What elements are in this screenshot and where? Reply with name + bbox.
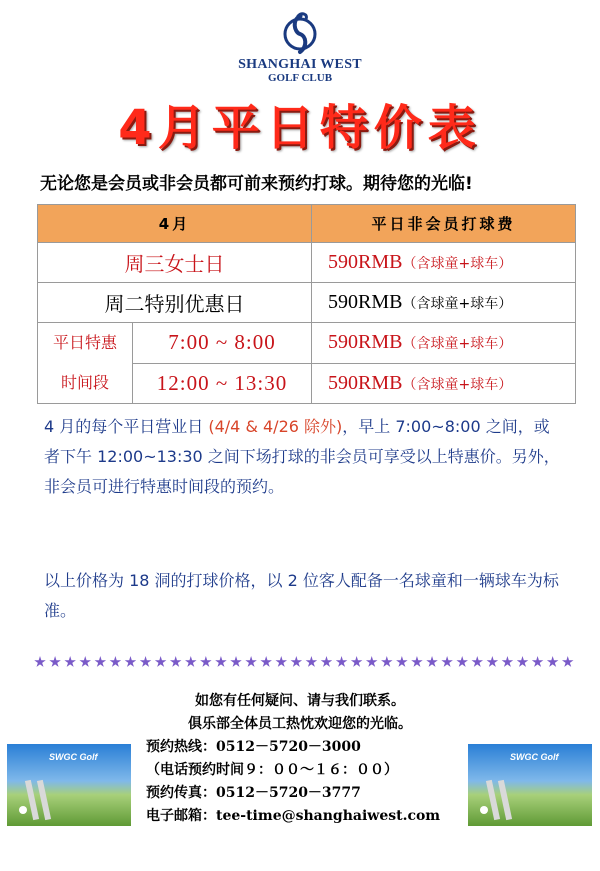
special-label-line2: 时间段 — [60, 373, 109, 392]
star-icon — [517, 656, 529, 668]
star-icon — [320, 656, 332, 668]
table-row — [38, 243, 576, 283]
swan-emblem-icon — [278, 10, 322, 56]
booking-hours: （电话预约时间９：００～１６：００） — [146, 762, 398, 778]
table-row — [38, 323, 576, 364]
star-icon — [34, 656, 46, 668]
special-period-label — [38, 323, 133, 404]
star-icon — [441, 656, 453, 668]
excluded-dates: (4/4 & 4/26 除外) — [208, 417, 343, 436]
golf-ball-icon — [19, 806, 27, 814]
star-icon — [532, 656, 544, 668]
star-icon — [486, 656, 498, 668]
price-value: 590RMB — [328, 331, 403, 354]
row-price — [312, 363, 576, 404]
star-icon — [381, 656, 393, 668]
special-label-line1: 平日特惠 — [52, 333, 117, 352]
star-icon — [185, 656, 197, 668]
logo-text-line1: SHANGHAI WEST — [238, 57, 362, 72]
star-icon — [109, 656, 121, 668]
row-price — [312, 283, 576, 323]
star-icon — [305, 656, 317, 668]
star-icon — [79, 656, 91, 668]
price-value: 590RMB — [328, 371, 403, 394]
intro-text: 无论您是会员或非会员都可前来预约打球。期待您的光临! — [40, 174, 473, 194]
row-label-tuesday-special: 周二特别优惠日 — [38, 283, 312, 323]
club-logo — [0, 10, 600, 84]
star-icon — [547, 656, 559, 668]
star-icon — [124, 656, 136, 668]
golf-photo-left — [7, 744, 131, 826]
booking-email: 电子邮箱：tee-time@shanghaiwest.com — [146, 808, 441, 824]
row-price — [312, 323, 576, 364]
contact-intro-line1: 如您有任何疑问、请与我们联系。 — [195, 693, 405, 709]
time-slot: 12:00 ~ 13:30 — [133, 363, 312, 404]
price-note: （含球童+球车） — [402, 256, 513, 272]
star-icon — [215, 656, 227, 668]
photo-brand-text: SWGC Golf — [49, 752, 98, 762]
price-value: 590RMB — [328, 251, 403, 273]
contact-info — [140, 690, 460, 828]
logo-text-line2: GOLF CLUB — [267, 72, 333, 84]
header-month: 4月 — [38, 205, 312, 243]
star-icon — [155, 656, 167, 668]
offer-description — [44, 412, 564, 502]
star-icon — [426, 656, 438, 668]
price-note: （含球童+球车） — [402, 296, 513, 312]
star-icon — [230, 656, 242, 668]
booking-fax: 预约传真：0512－5720－3777 — [146, 785, 361, 801]
star-icon — [260, 656, 272, 668]
price-value: 590RMB — [328, 291, 403, 313]
golf-club-icon — [498, 780, 512, 820]
star-icon — [245, 656, 257, 668]
star-icon — [140, 656, 152, 668]
golf-photo-right — [468, 744, 592, 826]
price-note: （含球童+球车） — [402, 336, 513, 353]
star-icon — [94, 656, 106, 668]
golf-ball-icon — [480, 806, 488, 814]
row-price — [312, 243, 576, 283]
star-icon — [64, 656, 76, 668]
row-label-ladies-day: 周三女士日 — [38, 243, 312, 283]
star-icon — [366, 656, 378, 668]
star-icon — [290, 656, 302, 668]
star-icon — [351, 656, 363, 668]
price-note: （含球童+球车） — [402, 376, 513, 393]
star-icon — [49, 656, 61, 668]
pricing-note: 以上价格为 18 洞的打球价格，以 2 位客人配备一名球童和一辆球车为标准。 — [44, 571, 559, 620]
table-header-row — [38, 205, 576, 243]
price-table — [37, 204, 576, 404]
photo-brand-text: SWGC Golf — [510, 752, 559, 762]
star-icon — [471, 656, 483, 668]
star-divider — [34, 656, 574, 670]
star-icon — [562, 656, 574, 668]
golf-club-icon — [37, 780, 51, 820]
star-icon — [396, 656, 408, 668]
offer-text: 4 月的每个平日营业日 — [44, 417, 209, 436]
booking-hotline: 预约热线：0512－5720－3000 — [146, 739, 361, 755]
header-fee: 平日非会员打球费 — [312, 205, 576, 243]
offer-text-continued: ，早上 7:00~8:00 之间，或者下午 12:00~13:30 之间下场打球的非会员可享受以上特惠价。另外，非会员可进行特惠时间段的预约。 — [44, 417, 560, 496]
contact-intro-line2: 俱乐部全体员工热忱欢迎您的光临。 — [188, 716, 412, 732]
page-title: 4月平日特价表 — [118, 100, 482, 156]
star-icon — [336, 656, 348, 668]
table-row — [38, 283, 576, 323]
star-icon — [456, 656, 468, 668]
star-icon — [200, 656, 212, 668]
star-icon — [411, 656, 423, 668]
star-icon — [275, 656, 287, 668]
star-icon — [501, 656, 513, 668]
star-icon — [170, 656, 182, 668]
time-slot: 7:00 ~ 8:00 — [133, 323, 312, 364]
